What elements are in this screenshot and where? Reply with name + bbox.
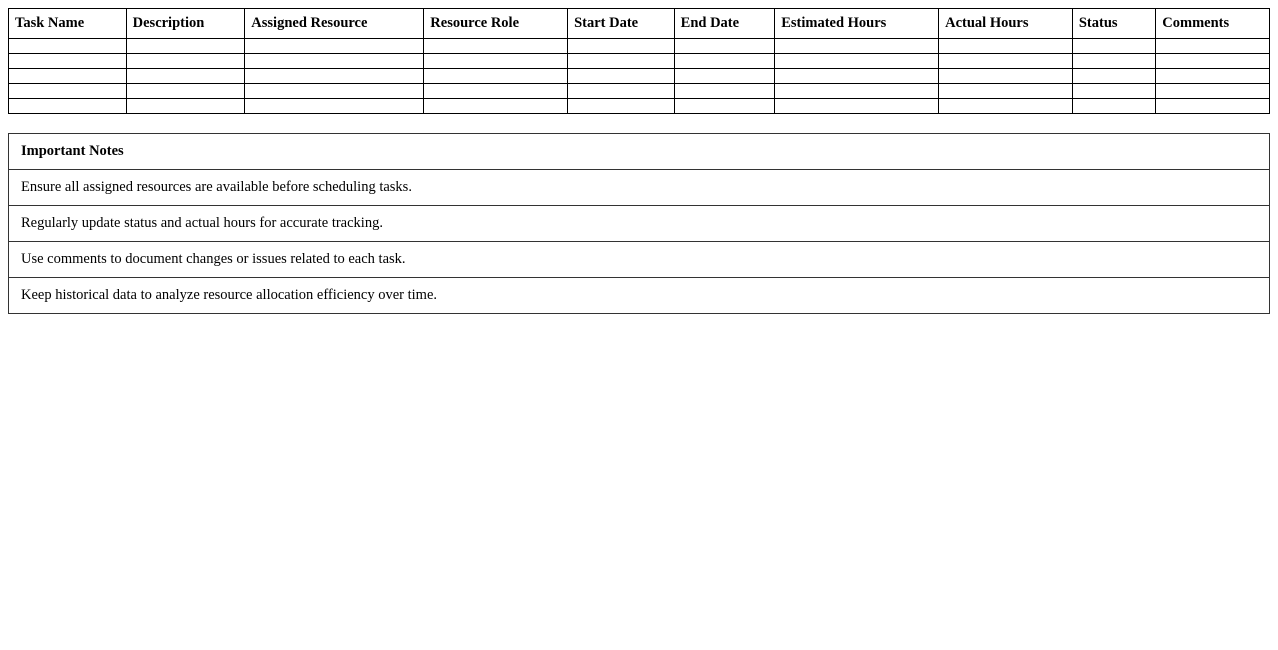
cell-resource-role[interactable]: [424, 54, 568, 69]
cell-estimated-hours[interactable]: [775, 84, 939, 99]
cell-actual-hours[interactable]: [939, 84, 1073, 99]
notes-header-row: [9, 134, 1270, 170]
note-text: Regularly update status and actual hours for accurate tracking.: [9, 206, 1270, 242]
column-header-estimated-hours: Estimated Hours: [775, 9, 939, 39]
cell-assigned-resource[interactable]: [245, 39, 424, 54]
important-notes-table: [8, 133, 1270, 314]
cell-end-date[interactable]: [674, 39, 775, 54]
cell-task-name[interactable]: [9, 54, 127, 69]
cell-status[interactable]: [1072, 39, 1155, 54]
task-allocation-table: [8, 8, 1270, 114]
list-item: [9, 242, 1270, 278]
cell-task-name[interactable]: [9, 99, 127, 114]
column-header-assigned-resource: Assigned Resource: [245, 9, 424, 39]
cell-resource-role[interactable]: [424, 99, 568, 114]
important-notes-section: [8, 133, 1270, 314]
table-header-row: [9, 9, 1270, 39]
cell-start-date[interactable]: [568, 84, 675, 99]
notes-header-label: Important Notes: [9, 134, 1270, 170]
cell-assigned-resource[interactable]: [245, 69, 424, 84]
table-row[interactable]: [9, 69, 1270, 84]
cell-description[interactable]: [126, 54, 245, 69]
cell-comments[interactable]: [1156, 99, 1270, 114]
cell-comments[interactable]: [1156, 69, 1270, 84]
cell-status[interactable]: [1072, 99, 1155, 114]
cell-resource-role[interactable]: [424, 39, 568, 54]
cell-start-date[interactable]: [568, 99, 675, 114]
list-item: [9, 278, 1270, 314]
cell-comments[interactable]: [1156, 39, 1270, 54]
cell-actual-hours[interactable]: [939, 39, 1073, 54]
cell-assigned-resource[interactable]: [245, 54, 424, 69]
cell-comments[interactable]: [1156, 84, 1270, 99]
cell-start-date[interactable]: [568, 39, 675, 54]
table-row[interactable]: [9, 39, 1270, 54]
note-text: Use comments to document changes or issues related to each task.: [9, 242, 1270, 278]
cell-description[interactable]: [126, 69, 245, 84]
cell-estimated-hours[interactable]: [775, 39, 939, 54]
column-header-task-name: Task Name: [9, 9, 127, 39]
column-header-end-date: End Date: [674, 9, 775, 39]
column-header-description: Description: [126, 9, 245, 39]
column-header-actual-hours: Actual Hours: [939, 9, 1073, 39]
cell-status[interactable]: [1072, 69, 1155, 84]
column-header-resource-role: Resource Role: [424, 9, 568, 39]
table-row[interactable]: [9, 54, 1270, 69]
note-text: Ensure all assigned resources are available before scheduling tasks.: [9, 170, 1270, 206]
column-header-comments: Comments: [1156, 9, 1270, 39]
cell-status[interactable]: [1072, 84, 1155, 99]
list-item: [9, 206, 1270, 242]
cell-estimated-hours[interactable]: [775, 99, 939, 114]
list-item: [9, 170, 1270, 206]
cell-description[interactable]: [126, 84, 245, 99]
cell-end-date[interactable]: [674, 84, 775, 99]
cell-status[interactable]: [1072, 54, 1155, 69]
column-header-status: Status: [1072, 9, 1155, 39]
cell-task-name[interactable]: [9, 84, 127, 99]
cell-actual-hours[interactable]: [939, 54, 1073, 69]
cell-task-name[interactable]: [9, 69, 127, 84]
cell-resource-role[interactable]: [424, 84, 568, 99]
cell-description[interactable]: [126, 39, 245, 54]
cell-assigned-resource[interactable]: [245, 99, 424, 114]
cell-end-date[interactable]: [674, 54, 775, 69]
cell-estimated-hours[interactable]: [775, 54, 939, 69]
cell-resource-role[interactable]: [424, 69, 568, 84]
cell-estimated-hours[interactable]: [775, 69, 939, 84]
cell-end-date[interactable]: [674, 69, 775, 84]
cell-description[interactable]: [126, 99, 245, 114]
cell-task-name[interactable]: [9, 39, 127, 54]
cell-comments[interactable]: [1156, 54, 1270, 69]
table-row[interactable]: [9, 84, 1270, 99]
cell-actual-hours[interactable]: [939, 99, 1073, 114]
cell-end-date[interactable]: [674, 99, 775, 114]
cell-start-date[interactable]: [568, 69, 675, 84]
cell-start-date[interactable]: [568, 54, 675, 69]
cell-assigned-resource[interactable]: [245, 84, 424, 99]
table-row[interactable]: [9, 99, 1270, 114]
cell-actual-hours[interactable]: [939, 69, 1073, 84]
column-header-start-date: Start Date: [568, 9, 675, 39]
note-text: Keep historical data to analyze resource allocation efficiency over time.: [9, 278, 1270, 314]
